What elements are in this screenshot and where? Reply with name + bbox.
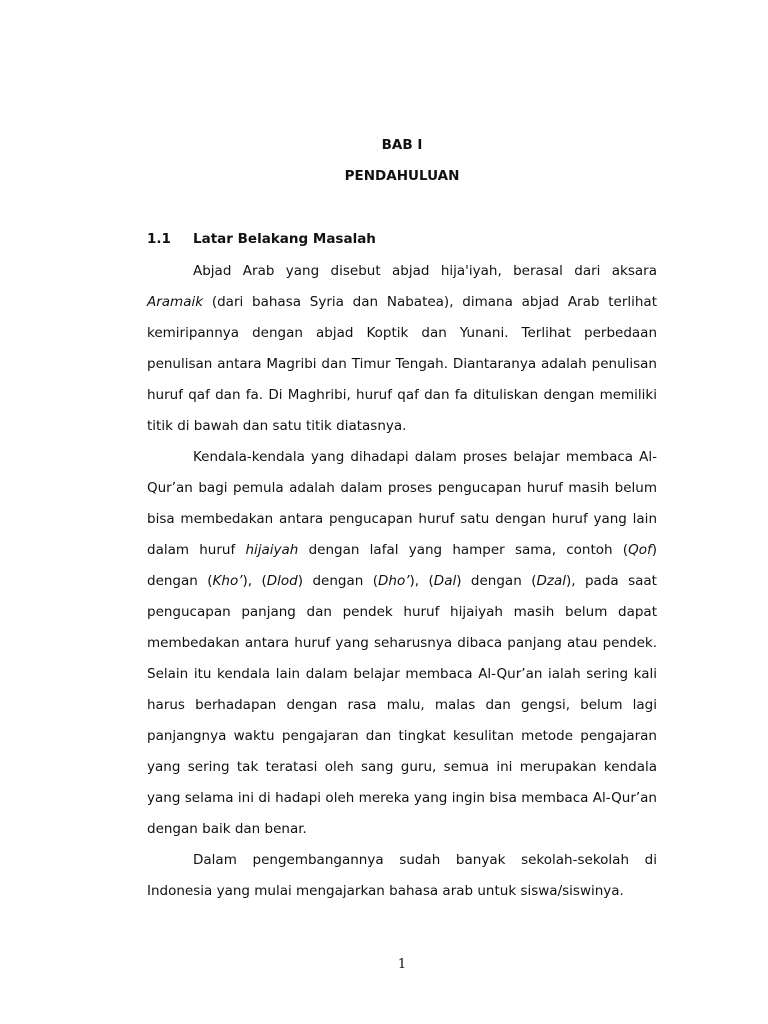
text-run: ), pada saat pengucapan panjang dan pendek huruf hijaiyah masih belum dapat membedakan antara huruf yang seharusnya dibaca panjang atau pendek. Selain itu kendala lain dalam belajar membaca Al-Qur’an ialah sering kali harus berhadapan dengan rasa malu, malas dan gengsi, belum lagi panjangnya waktu pengajaran dan tingkat kesulitan metode pengajaran yang sering tak teratasi oleh sang guru, semua ini merupakan kendala yang selama ini di hadapi oleh mereka yang ingin bisa membaca Al-Qur’an dengan baik dan benar.	[147, 573, 657, 837]
paragraph	[147, 256, 657, 442]
chapter-heading: BAB I	[381, 137, 423, 153]
body-text	[147, 256, 657, 907]
text-run: ) dengan (	[297, 573, 379, 589]
italic-text: Kho’	[212, 573, 243, 589]
text-run: (dari bahasa Syria dan Nabatea), dimana abjad Arab terlihat kemiripannya dengan abjad Koptik dan Yunani. Terlihat perbedaan penulisan antara Magribi dan Timur Tengah. Diantaranya adalah penulisan huruf qaf dan fa. Di Maghribi, huruf qaf dan fa dituliskan dengan memiliki titik di bawah dan satu titik diatasnya.	[147, 294, 657, 434]
italic-text: Dlod	[266, 573, 298, 589]
section-heading	[147, 229, 657, 249]
chapter-title: PENDAHULUAN	[344, 168, 460, 184]
text-run: Dalam pengembangannya sudah banyak sekolah-sekolah di Indonesia yang mulai mengajarkan bahasa arab untuk siswa/siswinya.	[147, 852, 657, 899]
italic-text: hijaiyah	[245, 542, 299, 558]
text-run: dengan lafal yang hamper sama, contoh (	[298, 542, 629, 558]
italic-text: Dal	[433, 573, 457, 589]
text-run: Abjad Arab yang disebut abjad hija'iyah, berasal dari aksara	[193, 263, 657, 279]
italic-text: Aramaik	[147, 294, 204, 310]
paragraph	[147, 442, 657, 845]
text-run: Kendala-kendala yang dihadapi dalam proses belajar membaca Al-Qur’an bagi pemula adalah dalam proses pengucapan huruf masih belum bisa membedakan antara pengucapan huruf satu dengan huruf yang lain dalam huruf	[147, 449, 657, 558]
section-number: 1.1	[147, 231, 171, 247]
italic-text: Dho’	[378, 573, 410, 589]
italic-text: Dzal	[536, 573, 566, 589]
text-run: ) dengan (	[456, 573, 537, 589]
page-number: 1	[397, 957, 407, 972]
text-run: ), (	[242, 573, 267, 589]
section-title: Latar Belakang Masalah	[193, 231, 376, 247]
text-run: ), (	[409, 573, 434, 589]
italic-text: Qof	[628, 542, 652, 558]
text-run: ) dengan (	[147, 542, 657, 589]
paragraph	[147, 845, 657, 907]
